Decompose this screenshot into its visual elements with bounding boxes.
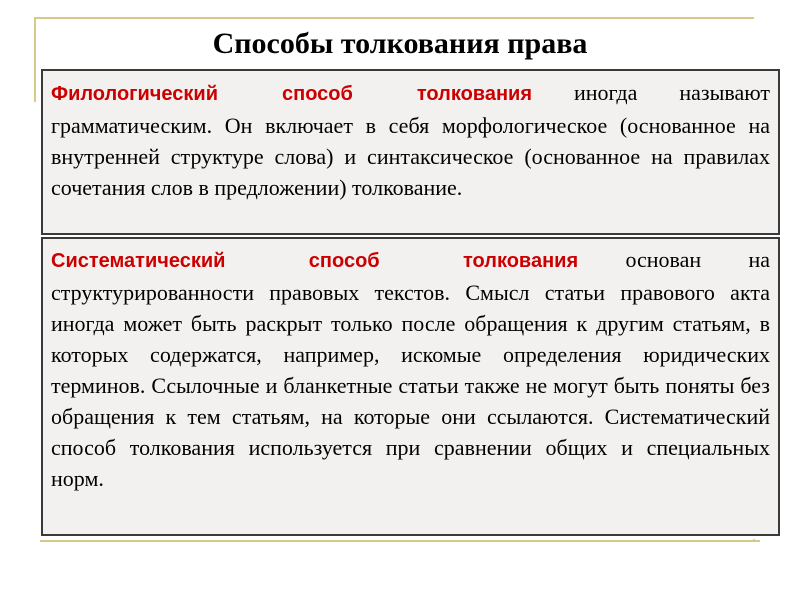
decorative-frame-top <box>34 17 754 19</box>
decorative-frame-bottom <box>40 540 760 542</box>
philological-method-text: иногда называют грамматическим. Он включает в себя морфологическое (основанное на внутренней структуре слова) и синтаксическое (основанное на правилах сочетания слов в предложении) толкование. <box>51 80 770 200</box>
philological-method-term: Филологический способ толкования <box>51 83 532 105</box>
systematic-method-term: Систематический способ толкования <box>51 250 579 272</box>
systematic-method-text: основан на структурированности правовых текстов. Смысл статьи правового акта иногда может быть раскрыт только после обращения к другим статьям, в которых содержатся, например, искомые определения юридических терминов. Ссылочные и бланкетные статьи также не могут быть поняты без обращения к тем статьям, на которые они ссылаются. Систематический способ толкования используется при сравнении общих и специальных норм. <box>51 247 770 491</box>
philological-method-box <box>41 69 780 235</box>
systematic-method-box <box>41 237 780 536</box>
slide-title: Способы толкования права <box>212 27 588 60</box>
